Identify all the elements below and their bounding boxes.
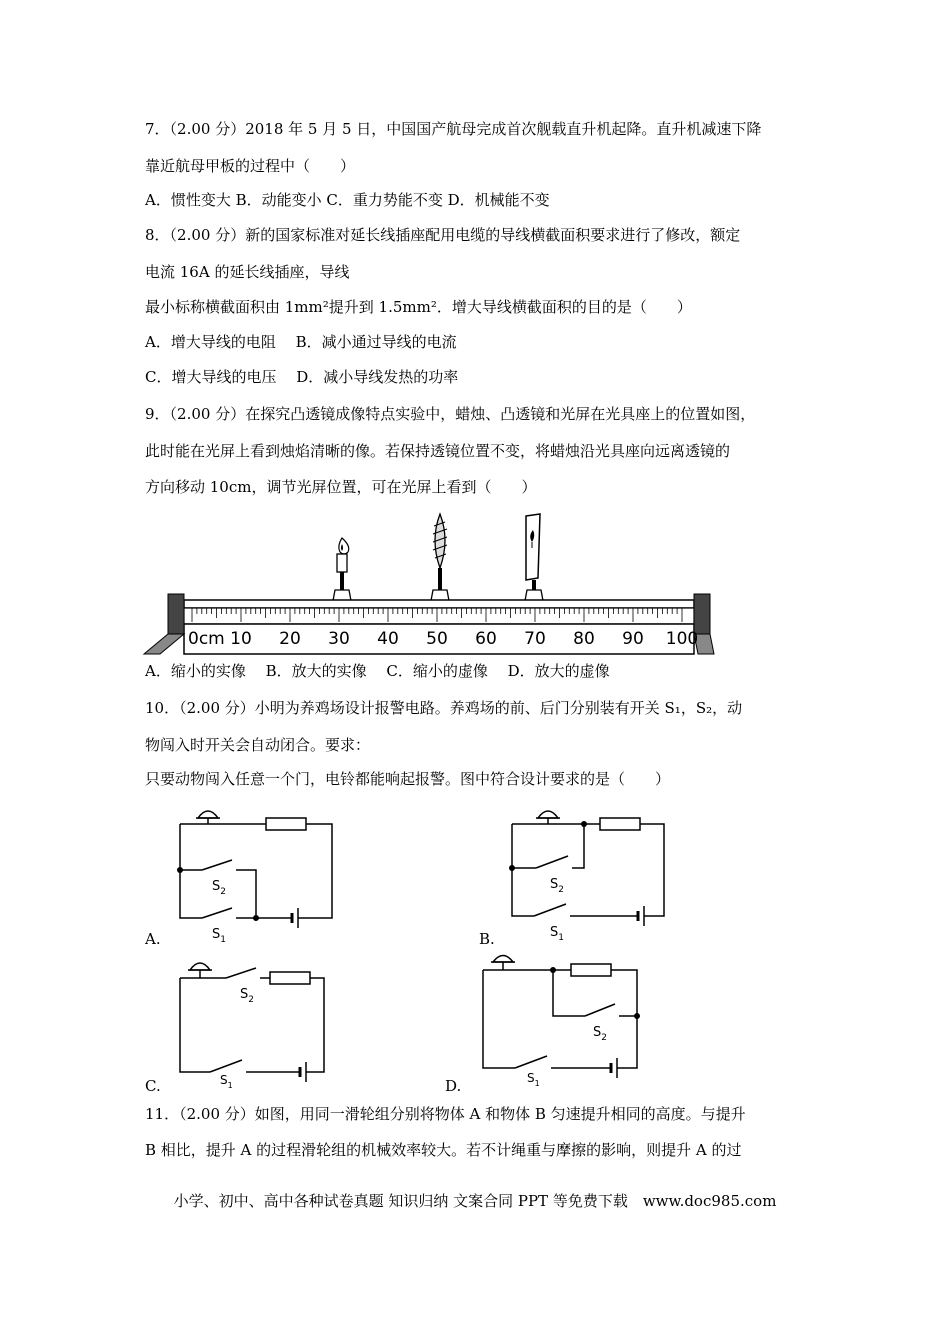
q8-stem-line3: 最小标称横截面积由 1mm²提升到 1.5mm²．增大导线横截面积的目的是（ ）: [145, 298, 692, 316]
circuit-diagram-d: [475, 950, 650, 1090]
circuit-diagram-a: [170, 800, 340, 950]
q9-stem-line2: 此时能在光屏上看到烛焰清晰的像。若保持透镜位置不变，将蜡烛沿光具座向远离透镜的: [145, 442, 731, 460]
circuit-a-label: A.: [145, 930, 161, 948]
bench-scale-label: 40: [377, 629, 399, 649]
circuit-b-label: B.: [479, 930, 495, 948]
q8-options-ab: A．增大导线的电阻 B．减小通过导线的电流: [145, 333, 457, 351]
bench-scale-label: 90: [622, 629, 644, 649]
q7-options: A．惯性变大 B．动能变小 C．重力势能不变 D．机械能不变: [145, 191, 550, 209]
circuit-diagram-c: [170, 950, 340, 1090]
q8-options-cd: C．增大导线的电压 D．减小导线发热的功率: [145, 368, 459, 386]
candle-icon: [332, 538, 352, 606]
bench-scale-label: 50: [426, 629, 448, 649]
q11-stem-line1: 11．（2.00 分）如图，用同一滑轮组分别将物体 A 和物体 B 匀速提升相同的高度。与提升: [145, 1105, 746, 1123]
bench-scale-label: 10: [230, 629, 252, 649]
switch-s2-label-a: $S_2$: [212, 879, 226, 897]
bench-scale-label: 80: [573, 629, 595, 649]
switch-s1-label-c: $S_1$: [220, 1073, 233, 1090]
switch-s2-label-b: $S_2$: [550, 877, 564, 895]
q11-stem-line2: B 相比，提升 A 的过程滑轮组的机械效率较大。若不计绳重与摩擦的影响，则提升 A 的过: [145, 1141, 742, 1159]
convex-lens-icon: [430, 514, 450, 606]
q8-stem-line2: 电流 16A 的延长线插座，导线: [145, 263, 350, 281]
bench-scale-label: 0cm: [188, 629, 225, 649]
circuit-c-label: C.: [145, 1077, 161, 1095]
page-footer: 小学、初中、高中各种试卷真题 知识归纳 文案合同 PPT 等免费下载 www.doc985.com: [173, 1192, 777, 1210]
circuit-diagram-b: [500, 800, 675, 950]
q9-stem-line1: 9．（2.00 分）在探究凸透镜成像特点实验中，蜡烛、凸透镜和光屏在光具座上的位置如图，: [145, 405, 756, 423]
q10-stem-line3: 只要动物闯入任意一个门，电铃都能响起报警。图中符合设计要求的是（ ）: [145, 770, 671, 788]
switch-s1-label-b: $S_1$: [550, 925, 564, 943]
switch-s1-label-d: $S_1$: [527, 1071, 540, 1088]
bench-scale-label: 30: [328, 629, 350, 649]
q7-stem-line2: 靠近航母甲板的过程中（ ）: [145, 157, 356, 175]
switch-s2-label-d: $S_2$: [593, 1025, 607, 1043]
bench-scale-label: 20: [279, 629, 301, 649]
switch-s2-label-c: $S_2$: [240, 987, 254, 1005]
optical-bench-figure: [142, 510, 716, 660]
q8-stem-line1: 8．（2.00 分）新的国家标准对延长线插座配用电缆的导线横截面积要求进行了修改，额定: [145, 226, 741, 244]
circuit-d-label: D.: [445, 1077, 462, 1095]
bench-scale-label: 100: [665, 629, 699, 649]
bench-scale-label: 70: [524, 629, 546, 649]
q9-options: A．缩小的实像 B．放大的实像 C．缩小的虚像 D．放大的虚像: [145, 662, 610, 680]
light-screen-icon: [524, 514, 544, 606]
q10-stem-line1: 10．（2.00 分）小明为养鸡场设计报警电路。养鸡场的前、后门分别装有开关 S₁，S₂，动: [145, 699, 743, 717]
bench-scale-label: 60: [475, 629, 497, 649]
q9-stem-line3: 方向移动 10cm，调节光屏位置，可在光屏上看到（ ）: [145, 478, 537, 496]
switch-s1-label-a: $S_1$: [212, 927, 226, 945]
q7-stem-line1: 7．（2.00 分）2018 年 5 月 5 日，中国国产航母完成首次舰载直升机起降。直升机减速下降: [145, 120, 762, 138]
q10-stem-line2: 物闯入时开关会自动闭合。要求：: [145, 736, 371, 754]
